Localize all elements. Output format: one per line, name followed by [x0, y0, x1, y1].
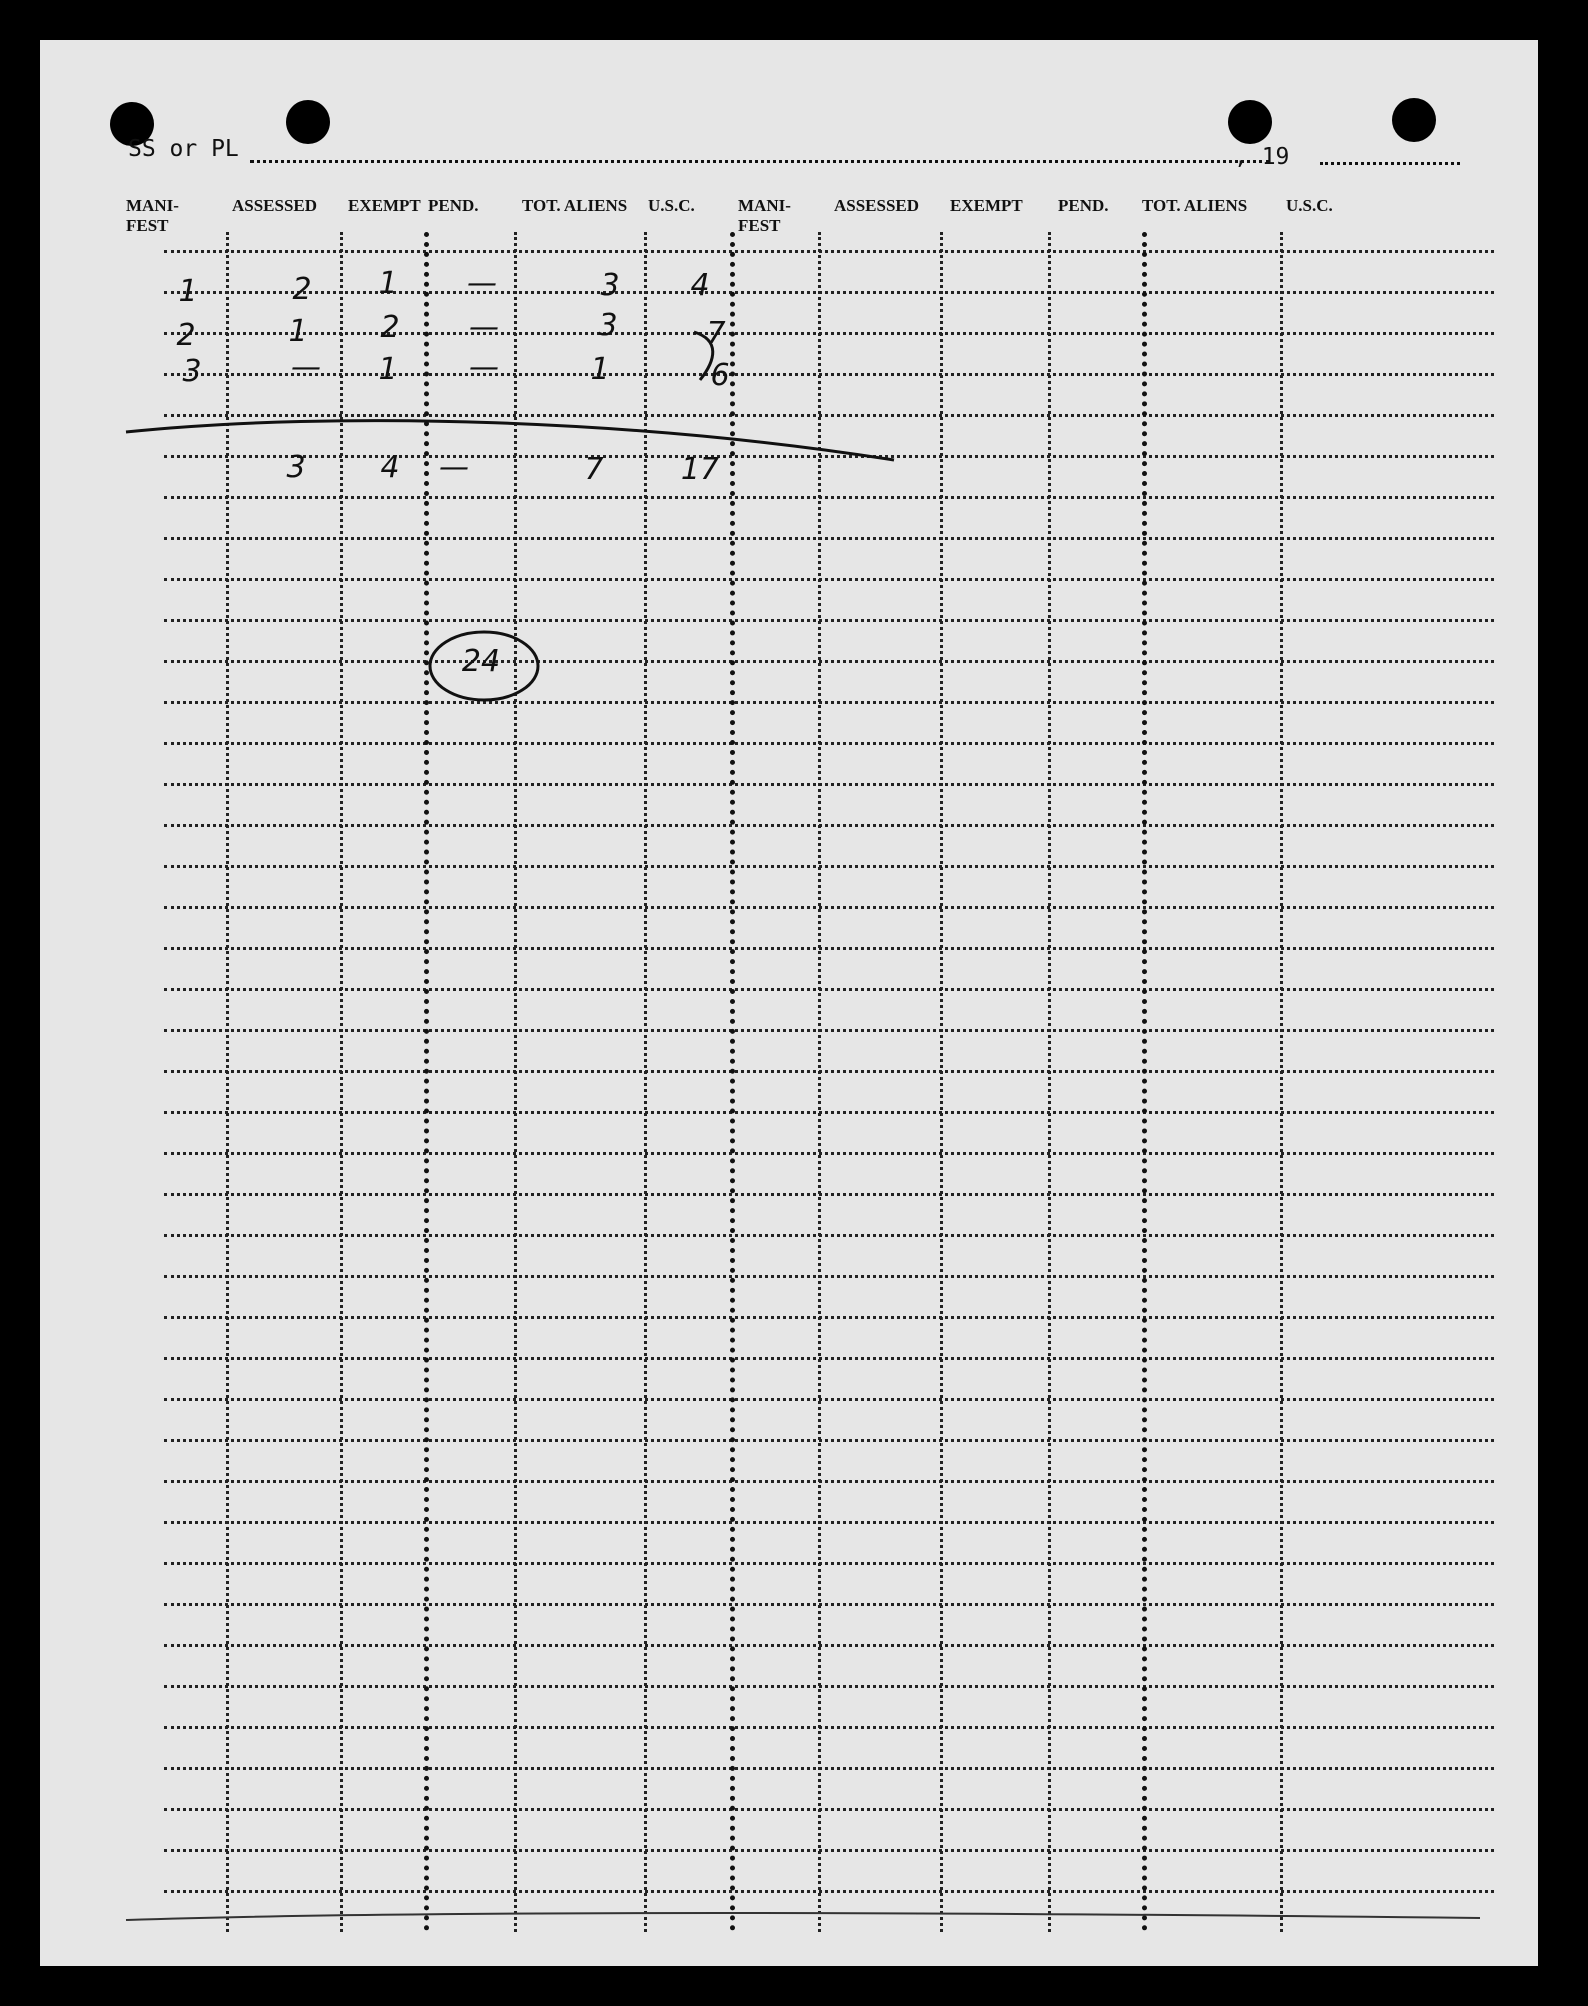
- hw-usc-1: 4: [690, 268, 710, 303]
- hw-usc-2: 7: [706, 316, 726, 351]
- hw-usc-3: 6: [710, 358, 730, 393]
- col-exempt-right: EXEMPT: [950, 196, 1023, 215]
- handwriting-strokes: [40, 40, 1538, 1966]
- hw-tot-aliens-2: 3: [598, 308, 618, 343]
- hw-tot-aliens-1: 3: [600, 268, 620, 303]
- hw-assessed-2: 1: [288, 314, 308, 349]
- hw-tot-aliens-3: 1: [590, 352, 610, 387]
- col-pend-right: PEND.: [1058, 196, 1109, 215]
- hw-assessed-3: —: [291, 350, 321, 385]
- hw-total-tot-aliens: 7: [584, 452, 604, 487]
- col-manifest-left: MANI- FEST: [126, 196, 179, 235]
- col-usc-right: U.S.C.: [1286, 196, 1333, 215]
- hw-exempt-2: 2: [380, 310, 400, 345]
- hw-circled-number: 24: [461, 644, 501, 679]
- bottom-edge-stroke: [126, 1913, 1480, 1920]
- hw-total-pend: —: [439, 450, 469, 485]
- hw-exempt-3: 1: [378, 352, 398, 387]
- hw-pend-1: —: [467, 266, 497, 301]
- col-tot-aliens-left: TOT. ALIENS: [522, 196, 628, 215]
- col-assessed-left: ASSESSED: [232, 196, 318, 215]
- total-underline-stroke: [126, 421, 894, 460]
- hw-exempt-1: 1: [378, 266, 398, 301]
- col-pend-left: PEND.: [428, 196, 479, 215]
- hw-assessed-1: 2: [292, 272, 312, 307]
- circle-stroke: [430, 632, 538, 700]
- col-usc-left: U.S.C.: [648, 196, 695, 215]
- hw-pend-3: —: [469, 350, 499, 385]
- year-label: , 19: [1234, 144, 1290, 170]
- hw-total-usc: 17: [680, 452, 720, 487]
- hw-total-exempt: 4: [380, 450, 400, 485]
- hw-manifest-3: 3: [182, 354, 202, 389]
- hw-pend-2: —: [469, 310, 499, 345]
- col-assessed-right: ASSESSED: [834, 196, 920, 215]
- document-page: [40, 40, 1538, 1966]
- col-exempt-left: EXEMPT: [348, 196, 421, 215]
- hw-manifest-1: 1: [178, 274, 198, 309]
- bracket-stroke: [694, 332, 713, 380]
- hw-total-assessed: 3: [286, 450, 306, 485]
- col-manifest-right: MANI- FEST: [738, 196, 791, 235]
- hw-manifest-2: 2: [176, 318, 196, 353]
- col-tot-aliens-right: TOT. ALIENS: [1142, 196, 1248, 215]
- ship-label: SS or PL: [128, 136, 239, 162]
